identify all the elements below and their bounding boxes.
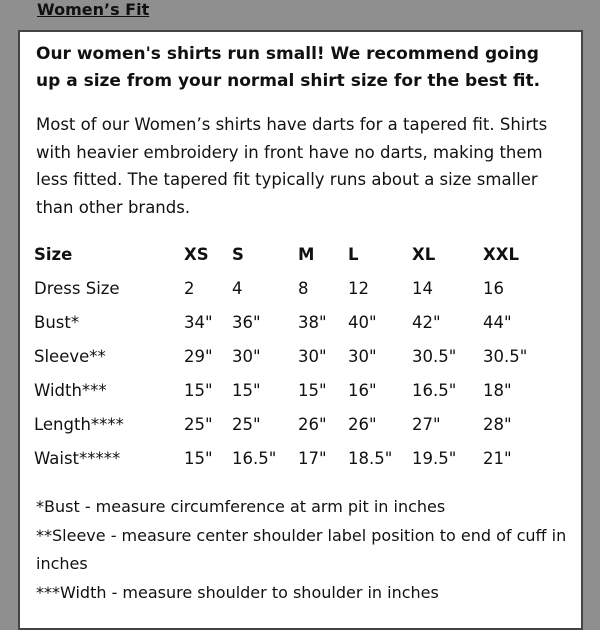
table-cell: 26" — [348, 414, 377, 434]
table-cell: 36" — [232, 312, 261, 332]
table-cell: 2 — [184, 278, 195, 298]
fit-warning: Our women's shirts run small! We recommend going up a size from your normal shirt size for the best fit. — [36, 44, 541, 91]
table-cell: 16 — [483, 278, 504, 298]
row-label: Sleeve** — [34, 346, 106, 366]
table-cell: 15" — [298, 380, 327, 400]
table-cell: 16.5" — [412, 380, 457, 400]
table-cell: 29" — [184, 346, 213, 366]
note-bust: *Bust - measure circumference at arm pit in inches — [36, 497, 446, 516]
measurement-notes — [36, 493, 581, 607]
table-cell: 26" — [298, 414, 327, 434]
table-cell: 15" — [184, 380, 213, 400]
header-l: L — [348, 244, 359, 264]
table-cell: 8 — [298, 278, 309, 298]
row-label: Width*** — [34, 380, 107, 400]
table-cell: 16.5" — [232, 448, 277, 468]
size-chart-table — [34, 237, 563, 475]
table-row — [34, 305, 563, 339]
table-cell: 15" — [184, 448, 213, 468]
row-label: Dress Size — [34, 278, 120, 298]
header-m: M — [298, 244, 315, 264]
header-xl: XL — [412, 244, 436, 264]
table-cell: 30" — [348, 346, 377, 366]
table-cell: 44" — [483, 312, 512, 332]
table-cell: 18" — [483, 380, 512, 400]
table-cell: 30" — [232, 346, 261, 366]
table-cell: 38" — [298, 312, 327, 332]
table-cell: 28" — [483, 414, 512, 434]
table-cell: 34" — [184, 312, 213, 332]
header-xxl: XXL — [483, 244, 519, 264]
table-cell: 4 — [232, 278, 243, 298]
table-cell: 15" — [232, 380, 261, 400]
table-cell: 19.5" — [412, 448, 457, 468]
header-s: S — [232, 244, 244, 264]
header-xs: XS — [184, 244, 209, 264]
table-row — [34, 373, 563, 407]
table-cell: 30.5" — [483, 346, 528, 366]
note-width: ***Width - measure shoulder to shoulder in inches — [36, 582, 439, 602]
table-cell: 14 — [412, 278, 433, 298]
table-cell: 25" — [232, 414, 261, 434]
table-row — [34, 441, 563, 475]
table-row — [34, 407, 563, 441]
table-cell: 17" — [298, 448, 327, 468]
row-label: Length**** — [34, 414, 124, 434]
fit-description: Most of our Women’s shirts have darts for a tapered fit. Shirts with heavier embroidery in front have no darts, making them less fitted. The tapered fit typically runs about a size smaller than other brands. — [36, 115, 548, 217]
table-cell: 12 — [348, 278, 369, 298]
header-size: Size — [34, 244, 73, 264]
table-cell: 27" — [412, 414, 441, 434]
section-title: Women’s Fit — [37, 0, 150, 19]
table-header-row — [34, 237, 563, 271]
table-row — [34, 339, 563, 373]
table-cell: 25" — [184, 414, 213, 434]
table-cell: 16" — [348, 380, 377, 400]
row-label: Waist***** — [34, 448, 121, 468]
row-label: Bust* — [34, 312, 80, 332]
table-cell: 30" — [298, 346, 327, 366]
table-row — [34, 271, 563, 305]
note-sleeve: **Sleeve - measure center shoulder label position to end of cuff in inches — [36, 525, 567, 573]
table-cell: 30.5" — [412, 346, 457, 366]
table-cell: 40" — [348, 312, 377, 332]
table-cell: 42" — [412, 312, 441, 332]
table-cell: 18.5" — [348, 448, 393, 468]
table-cell: 21" — [483, 448, 512, 468]
